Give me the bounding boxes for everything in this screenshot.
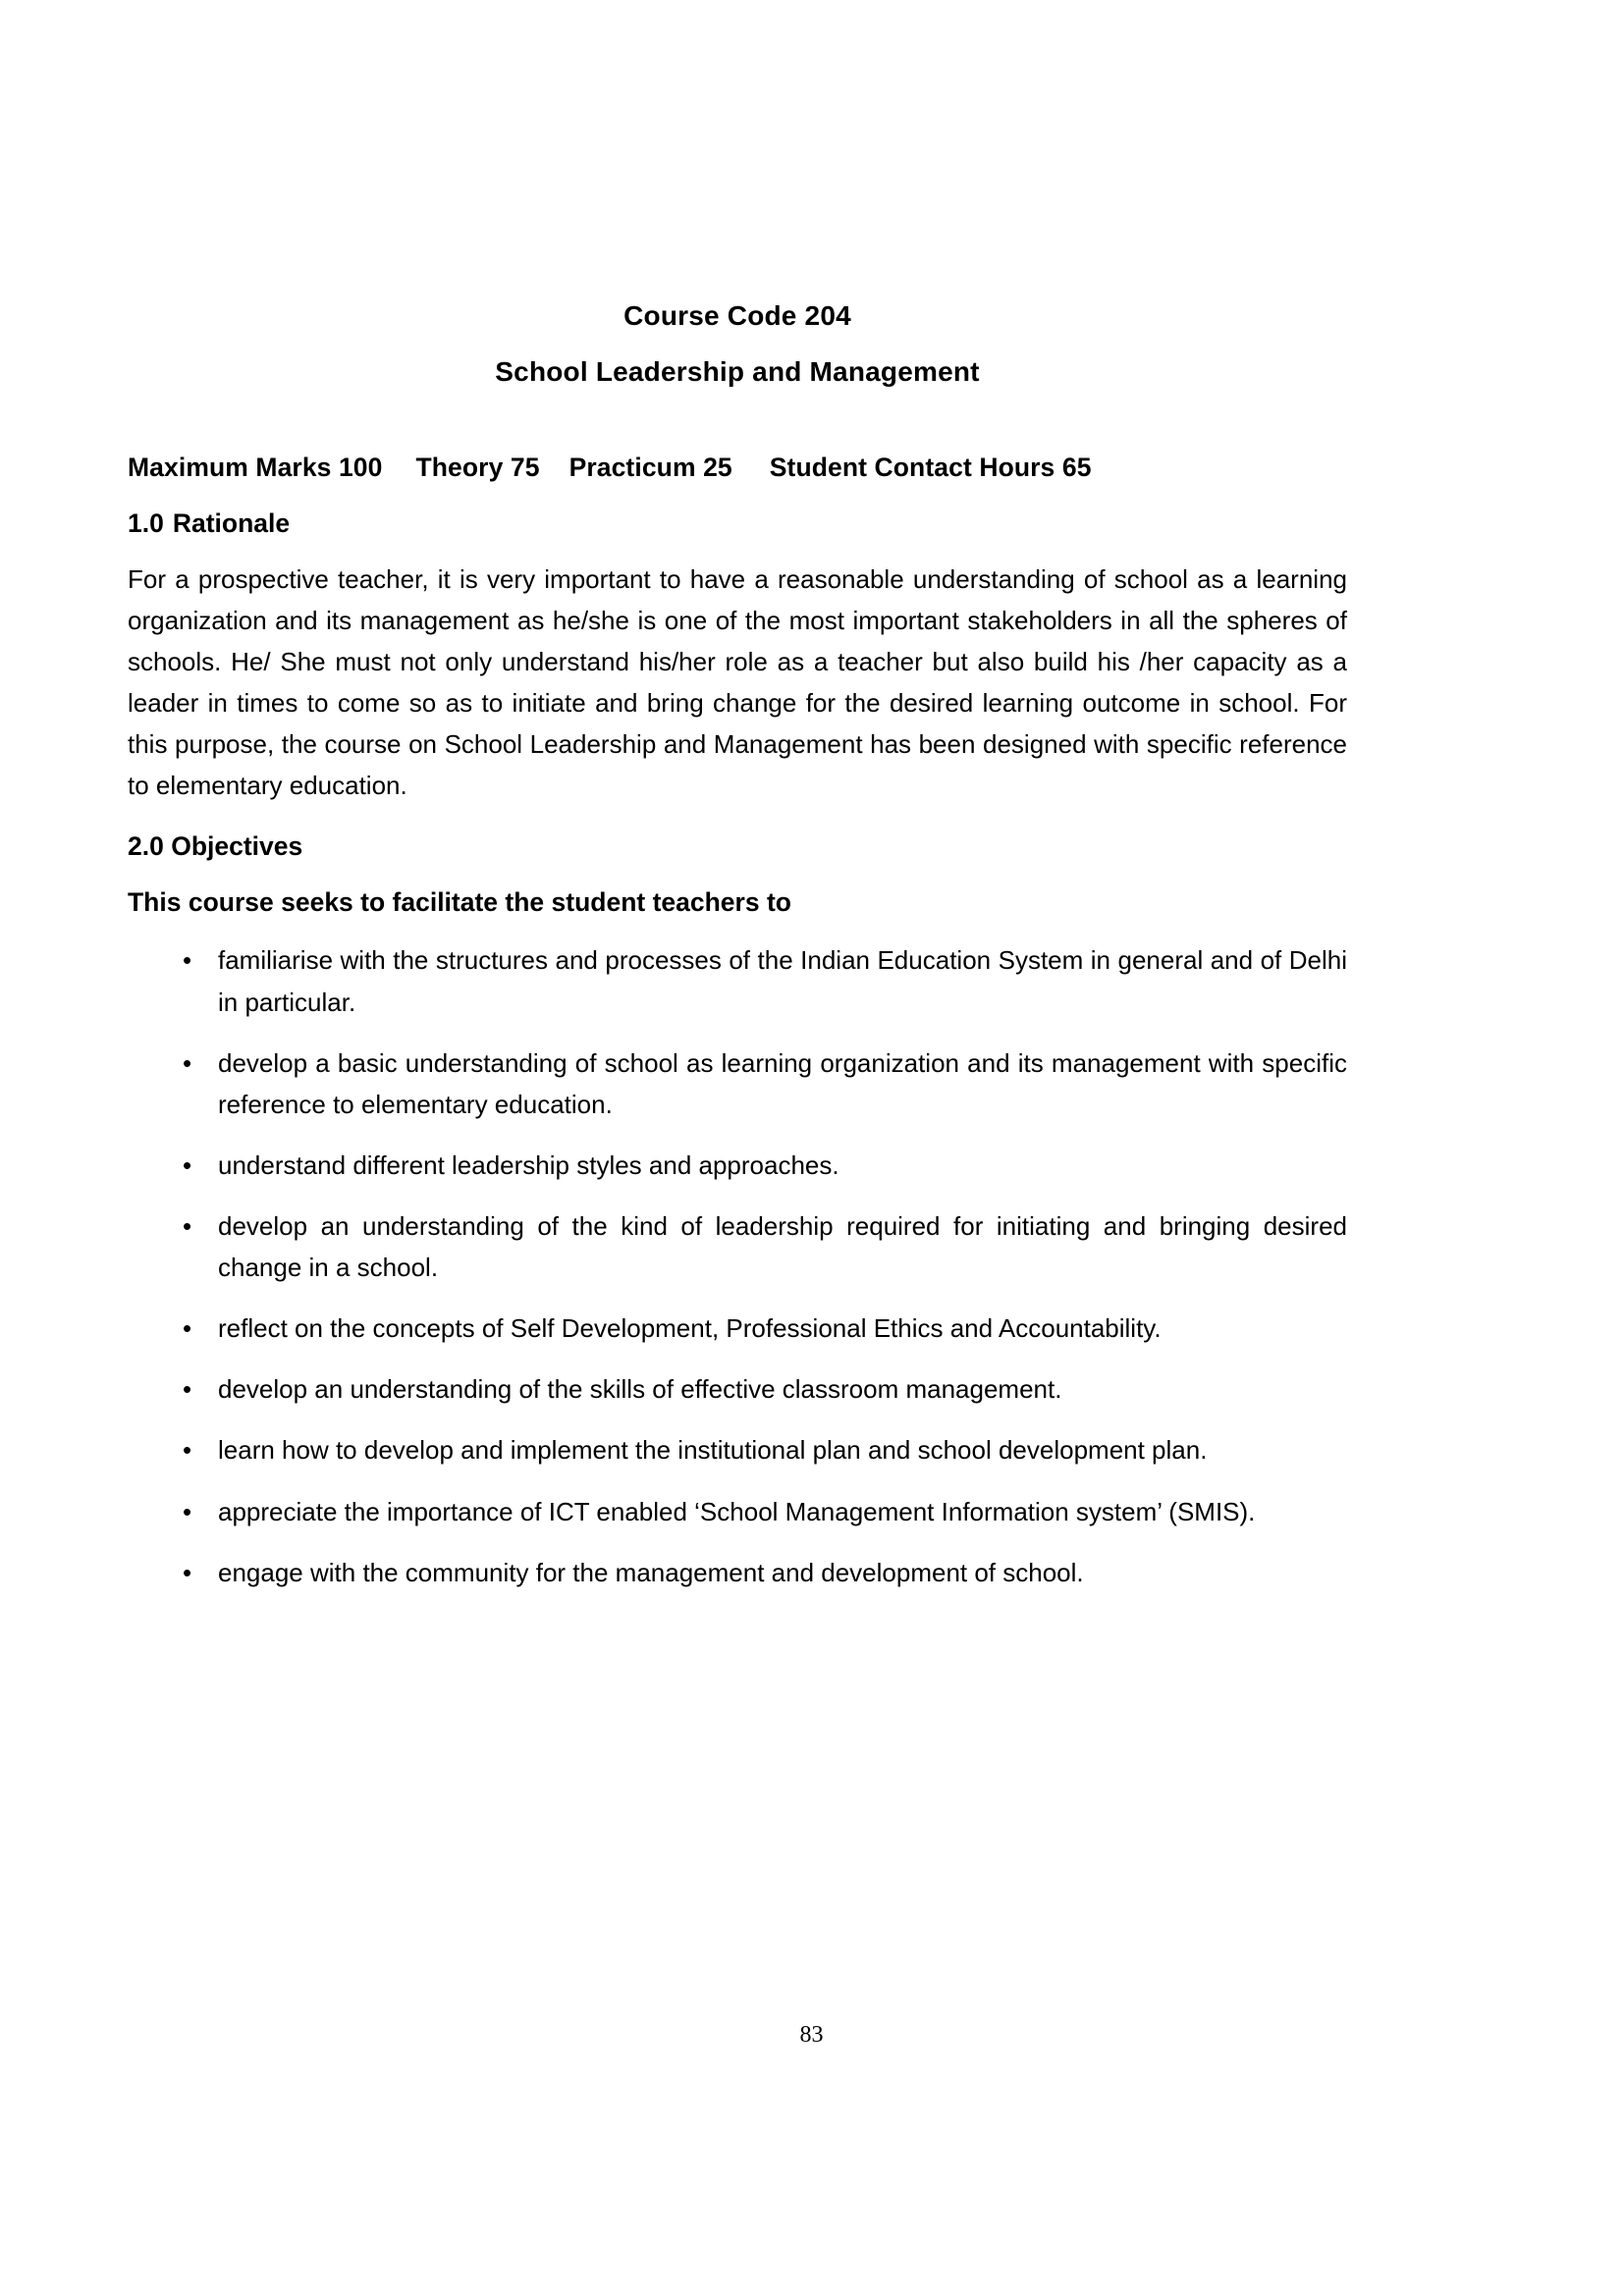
list-item-text: understand different leadership styles and approaches.: [218, 1149, 839, 1180]
objectives-heading: 2.0 Objectives: [128, 831, 303, 862]
bullet-icon: •: [183, 1496, 192, 1526]
course-name-title: School Leadership and Management: [495, 356, 980, 388]
list-item: [128, 1205, 1347, 1288]
practicum-marks-label: Practicum 25: [568, 452, 732, 482]
page-content: [128, 294, 1347, 1613]
bullet-icon: •: [183, 1210, 192, 1241]
list-item-text: reflect on the concepts of Self Development, Professional Ethics and Accountability.: [218, 1313, 1162, 1344]
bullet-icon: •: [183, 1313, 192, 1344]
theory-marks-label: Theory 75: [415, 452, 540, 482]
bullet-icon: •: [183, 1374, 192, 1405]
list-item-text: familiarise with the structures and processes of the Indian Education System in general and of Delhi in particular.: [218, 945, 1347, 1017]
bullet-icon: •: [183, 1557, 192, 1587]
bullet-icon: •: [183, 1047, 192, 1078]
rationale-paragraph: For a prospective teacher, it is very important to have a reasonable understanding of school as a learning organization and its management as he/she is one of the most important stakeholders in all the spheres of schools. He/ She must not only understand his/her role as a teacher but also build his /her capacity as a leader in times to come so as to initiate and bring change for the desired learning outcome in school. For this purpose, the course on School Leadership and Management has been designed with specific reference to elementary education.: [128, 563, 1347, 801]
list-item: [128, 1491, 1347, 1532]
list-item: [128, 939, 1347, 1022]
list-item-text: appreciate the importance of ICT enabled ‘School Management Information system’ (SMIS).: [218, 1496, 1256, 1526]
list-item-text: develop a basic understanding of school as learning organization and its management with specific reference to elementary education.: [218, 1047, 1347, 1119]
bullet-icon: •: [183, 945, 192, 976]
list-item: [128, 1042, 1347, 1125]
page-number: 83: [799, 2022, 824, 2048]
list-item: [128, 1368, 1347, 1410]
list-item-text: develop an understanding of the kind of leadership required for initiating and bringing desired change in a school.: [218, 1210, 1347, 1283]
rationale-heading: [128, 508, 1347, 539]
bullet-icon: •: [183, 1435, 192, 1466]
list-item-text: develop an understanding of the skills of effective classroom management.: [218, 1374, 1062, 1405]
rationale-heading-number: 1.0: [128, 507, 164, 538]
rationale-heading-text: Rationale: [172, 507, 291, 538]
list-item: [128, 1429, 1347, 1470]
list-item-text: learn how to develop and implement the institutional plan and school development plan.: [218, 1435, 1208, 1466]
list-item-text: engage with the community for the management and development of school.: [218, 1557, 1084, 1587]
objectives-subheading: This course seeks to facilitate the student teachers to: [128, 887, 791, 918]
list-item: [128, 1308, 1347, 1349]
maximum-marks-label: Maximum Marks 100: [128, 452, 383, 482]
document-title-block: [128, 294, 1347, 394]
marks-summary-line: [128, 453, 1347, 483]
objectives-list: [128, 939, 1347, 1592]
contact-hours-label: Student Contact Hours 65: [769, 452, 1092, 482]
list-item: [128, 1552, 1347, 1593]
course-code-title: Course Code 204: [623, 300, 851, 331]
list-item: [128, 1145, 1347, 1186]
bullet-icon: •: [183, 1149, 192, 1180]
